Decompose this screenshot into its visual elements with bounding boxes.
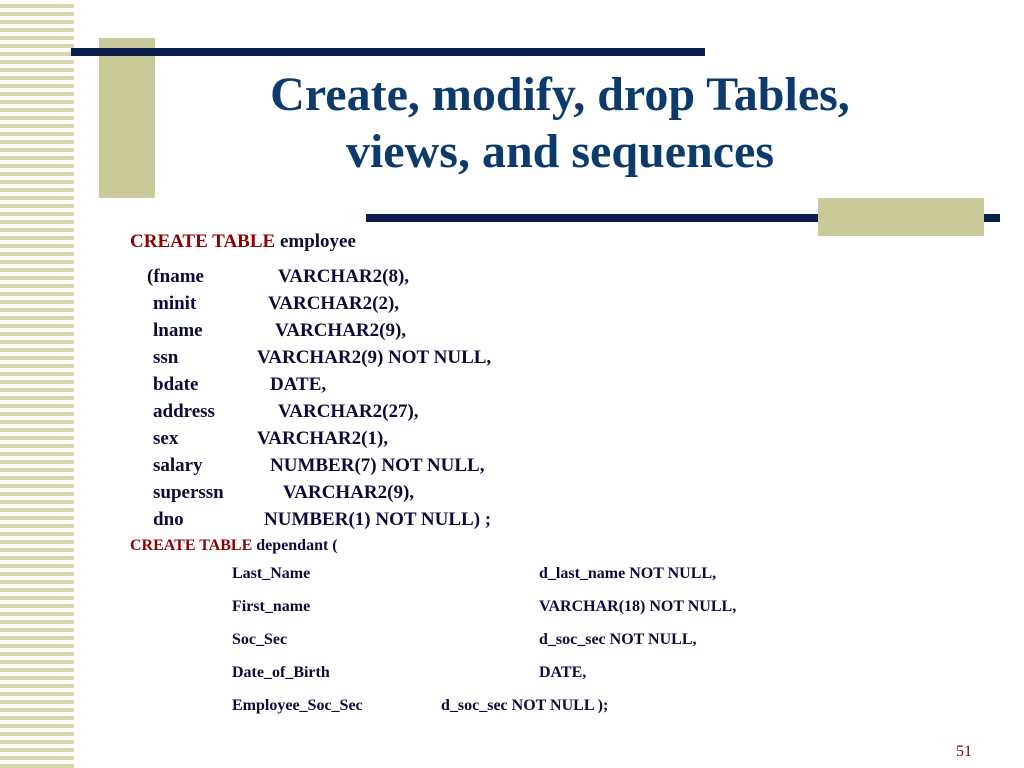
employee-column: minit [153,293,197,314]
decorative-bar-top [71,48,705,56]
employee-column-type: VARCHAR2(9), [283,482,415,503]
dependant-column: First_name [232,598,311,615]
decorative-olive-block-bottom [818,198,984,236]
employee-column-type: VARCHAR2(1), [257,428,389,449]
employee-column-type: VARCHAR2(27), [278,401,419,422]
dependant-column-type: VARCHAR(18) NOT NULL, [539,598,737,615]
page-number: 51 [956,743,972,760]
employee-create-statement [130,231,356,253]
employee-column: address [153,401,215,422]
title-line-1: Create, modify, drop Tables, [270,68,850,121]
dependant-column-type: d_soc_sec NOT NULL, [539,631,697,648]
employee-column: bdate [153,374,199,395]
employee-column: (fname [147,266,204,287]
employee-column: salary [153,455,203,476]
dependant-column: Last_Name [232,565,311,582]
dependant-column: Date_of_Birth [232,664,330,681]
dependant-create-statement [130,537,338,555]
decorative-olive-block-top [99,38,155,198]
dependant-column-type: d_last_name NOT NULL, [539,565,717,582]
employee-column-type: VARCHAR2(2), [268,293,400,314]
dependant-column-type: d_soc_sec NOT NULL ); [441,697,609,714]
employee-column-type: NUMBER(7) NOT NULL, [270,455,485,476]
employee-create-keyword: CREATE TABLE [130,231,276,252]
employee-column: lname [153,320,203,341]
employee-column: ssn [153,347,179,368]
employee-column-type: NUMBER(1) NOT NULL) ; [264,509,492,530]
dependant-table-name: dependant ( [256,537,338,554]
employee-table-name: employee [279,231,356,252]
employee-column-type: VARCHAR2(9), [275,320,407,341]
employee-column: sex [153,428,179,449]
employee-column-type: DATE, [270,374,327,395]
dependant-column: Soc_Sec [232,631,288,648]
dependant-column-type: DATE, [539,664,587,681]
dependant-column: Employee_Soc_Sec [232,697,363,714]
dependant-create-keyword: CREATE TABLE [130,537,253,554]
title-line-2: views, and sequences [345,125,775,178]
employee-column: superssn [153,482,224,503]
decorative-stripes [0,0,74,768]
slide-title [210,66,910,180]
employee-column-type: VARCHAR2(8), [278,266,410,287]
employee-column: dno [153,509,184,530]
employee-column-type: VARCHAR2(9) NOT NULL, [257,347,492,368]
